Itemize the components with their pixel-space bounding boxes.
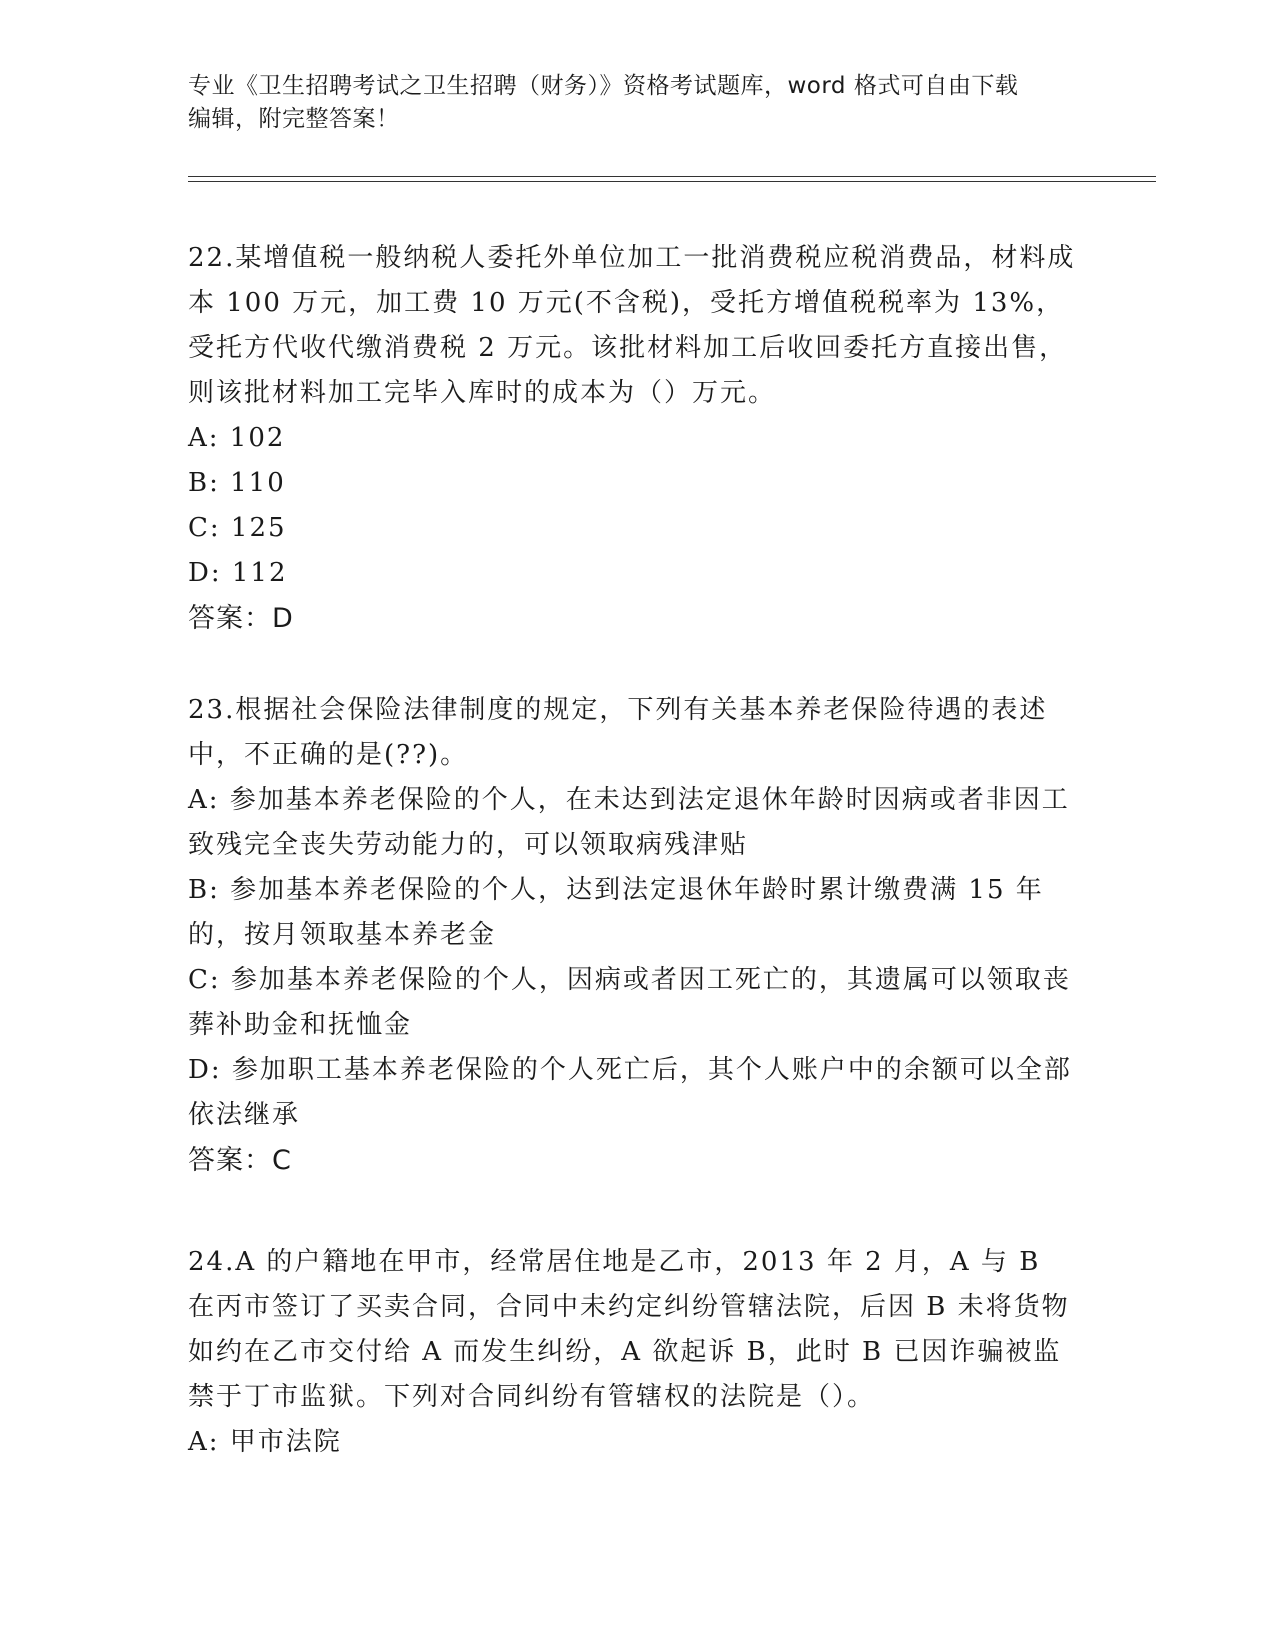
question-stem: 24.A 的户籍地在甲市，经常居住地是乙市，2013 年 2 月，A 与 B 在丙市签订了买卖合同，合同中未约定纠纷管辖法院，后因 B 未将货物如约在乙市交付给 A 而发生纠纷，A 欲起诉 B，此时 B 已因诈骗被监禁于丁市监狱。下列对合同纠纷有管辖权的法院是（）。: [188, 1247, 1070, 1412]
option-d: D: 112: [188, 558, 288, 588]
option-d: D: 参加职工基本养老保险的个人死亡后，其个人账户中的余额可以全部依法继承: [188, 1055, 1072, 1130]
question-24: [188, 1240, 1078, 1465]
header-line-1: 专业《卫生招聘考试之卫生招聘（财务）》资格考试题库，word 格式可自由下载: [188, 73, 1019, 99]
question-22: [188, 236, 1078, 641]
option-c: C: 参加基本养老保险的个人，因病或者因工死亡的，其遗属可以领取丧葬补助金和抚恤金: [188, 965, 1071, 1040]
question-23: [188, 688, 1078, 1183]
header-divider-top: [188, 176, 1156, 177]
header-divider-bottom: [188, 181, 1156, 182]
option-b: B: 110: [188, 468, 286, 498]
header-line-2: 编辑，附完整答案！: [188, 106, 400, 132]
question-stem: 23.根据社会保险法律制度的规定，下列有关基本养老保险待遇的表述中，不正确的是(??)。: [188, 695, 1048, 770]
option-a: A: 参加基本养老保险的个人，在未达到法定退休年龄时因病或者非因工致残完全丧失劳动能力的，可以领取病残津贴: [188, 785, 1070, 860]
question-stem: 22.某增值税一般纳税人委托外单位加工一批消费税应税消费品，材料成本 100 万元，加工费 10 万元(不含税)，受托方增值税税率为 13%，受托方代收代缴消费税 2 万元。该批材料加工后收回委托方直接出售，则该批材料加工完毕入库时的成本为（）万元。: [188, 243, 1076, 408]
option-a: A: 102: [188, 423, 286, 453]
answer: 答案：D: [188, 603, 294, 634]
option-b: B: 参加基本养老保险的个人，达到法定退休年龄时累计缴费满 15 年的，按月领取基本养老金: [188, 875, 1044, 950]
option-a: A: 甲市法院: [188, 1427, 342, 1457]
option-c: C: 125: [188, 513, 287, 543]
document-header: [188, 70, 1068, 136]
answer: 答案：C: [188, 1145, 292, 1176]
